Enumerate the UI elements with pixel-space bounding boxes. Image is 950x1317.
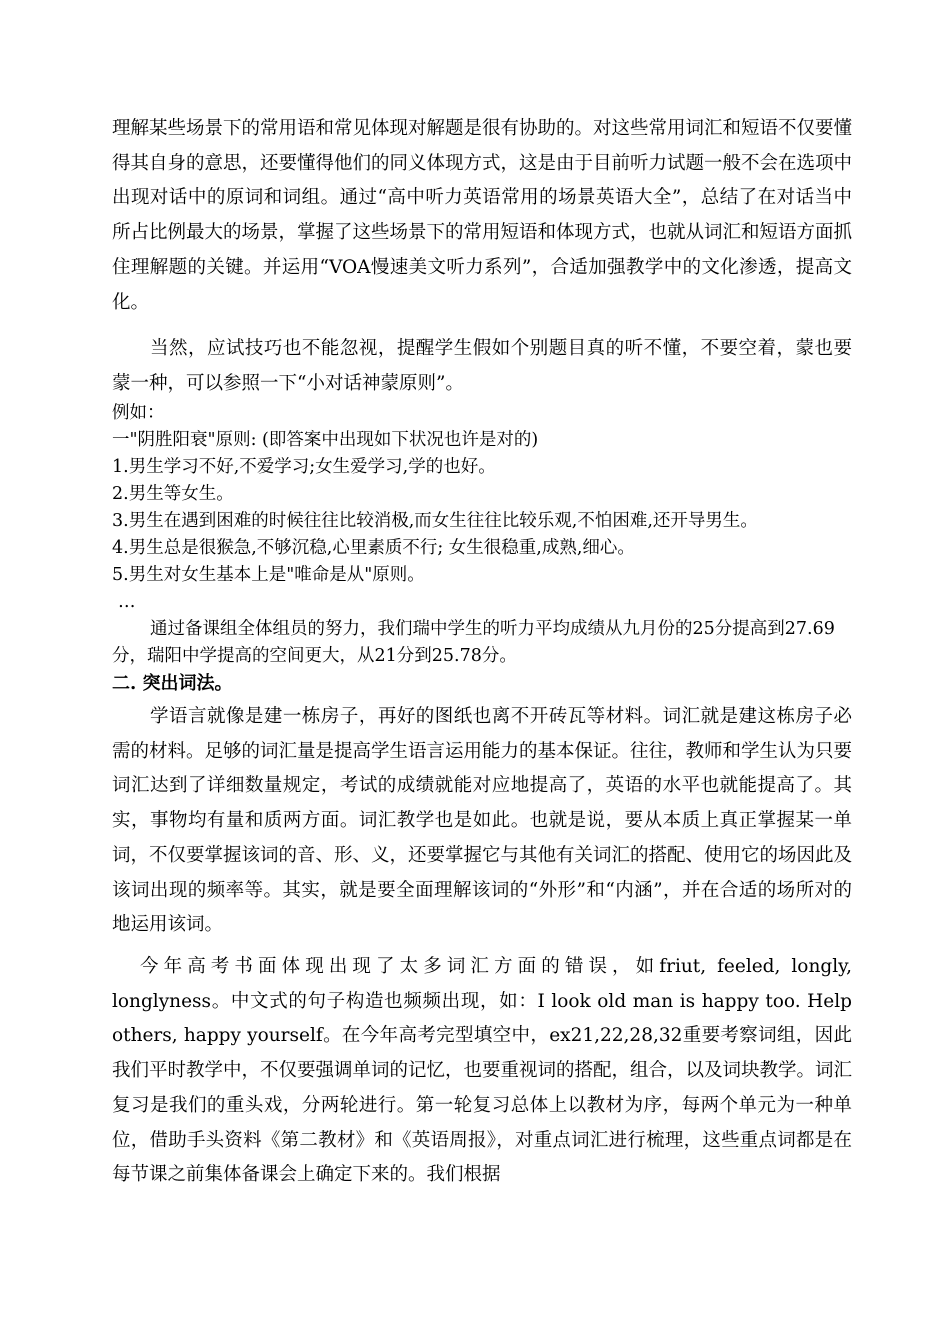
- rule-item-1: 1.男生学习不好,不爱学习;女生爱学习,学的也好。: [112, 457, 496, 477]
- ellipsis: …: [118, 592, 136, 612]
- rule-item-4: 4.男生总是很猴急,不够沉稳,心里素质不行; 女生很稳重,成熟,细心。: [112, 538, 635, 558]
- rule-item-2: 2.男生等女生。: [112, 484, 234, 504]
- paragraph-vocabulary-importance: 学语言就像是建一栋房子，再好的图纸也离不开砖瓦等材料。词汇就是建这栋房子必需的材料。足够的词汇量是提高学生语言运用能力的基本保证。往往，教师和学生认为只要词汇达到了详细数量规定，考试的成绩就能对应地提高了，英语的水平也就能提高了。其实，事物均有量和质两方面。词汇教学也是如此。也就是说，要从本质上真正掌握某一单词，不仅要掌握该词的音、形、义，还要掌握它与其他有关词汇的搭配、使用它的场因此及该词出现的频率等。其实，就是要全面理解该词的“外形”和“内涵”，并在合适的场所对的地运用该词。: [112, 706, 853, 936]
- section-heading: 二. 突出词法。: [112, 673, 233, 694]
- paragraph-test-skills: 当然，应试技巧也不能忽视，提醒学生假如个别题目真的听不懂，不要空着，蒙也要蒙一种，可以参照一下“小对话神蒙原则”。: [112, 338, 852, 394]
- paragraph-listening-vocabulary: 理解某些场景下的常用语和常见体现对解题是很有协助的。对这些常用词汇和短语不仅要懂得其自身的意思，还要懂得他们的同义体现方式，这是由于目前听力试题一般不会在选项中出现对话中的原词和词组。通过“高中听力英语常用的场景英语大全”，总结了在对话当中所占比例最大的场景，掌握了这些场景下的常用短语和体现方式，也就从词汇和短语方面抓住理解题的关键。并运用“VOA慢速美文听力系列”，合适加强教学中的文化渗透，提高文化。: [112, 118, 853, 313]
- rule-line: 一"阴胜阳衰"原则: (即答案中出现如下状况也许是对的): [112, 430, 539, 450]
- rule-item-3: 3.男生在遇到困难的时候往往比较消极,而女生往往比较乐观,不怕困难,还开导男生。: [112, 511, 758, 531]
- paragraph-exam-errors: 今年高考书面体现出现了太多词汇方面的错误，如friut, feeled, longly, longlyness。中文式的句子构造也频频出现，如：I look old man is happy too. Help others, happy yourself。在今年高考完型填空中，ex21,22,28,32重要考察词组，因此我们平时教学中，不仅要强调单词的记忆，也要重视词的搭配，组合，以及词块教学。词汇复习是我们的重头戏，分两轮进行。第一轮复习总体上以教材为序，每两个单元为一种单位，借助手头资料《第二教材》和《英语周报》，对重点词汇进行梳理，这些重点词都是在每节课之前集体备课会上确定下来的。我们根据: [112, 956, 853, 1186]
- example-label: 例如：: [112, 403, 165, 423]
- rule-item-5: 5.男生对女生基本上是"唯命是从"原则。: [112, 565, 425, 585]
- paragraph-results: 通过备课组全体组员的努力，我们瑞中学生的听力平均成绩从九月份的25分提高到27.69分，瑞阳中学提高的空间更大，从21分到25.78分。: [112, 619, 835, 666]
